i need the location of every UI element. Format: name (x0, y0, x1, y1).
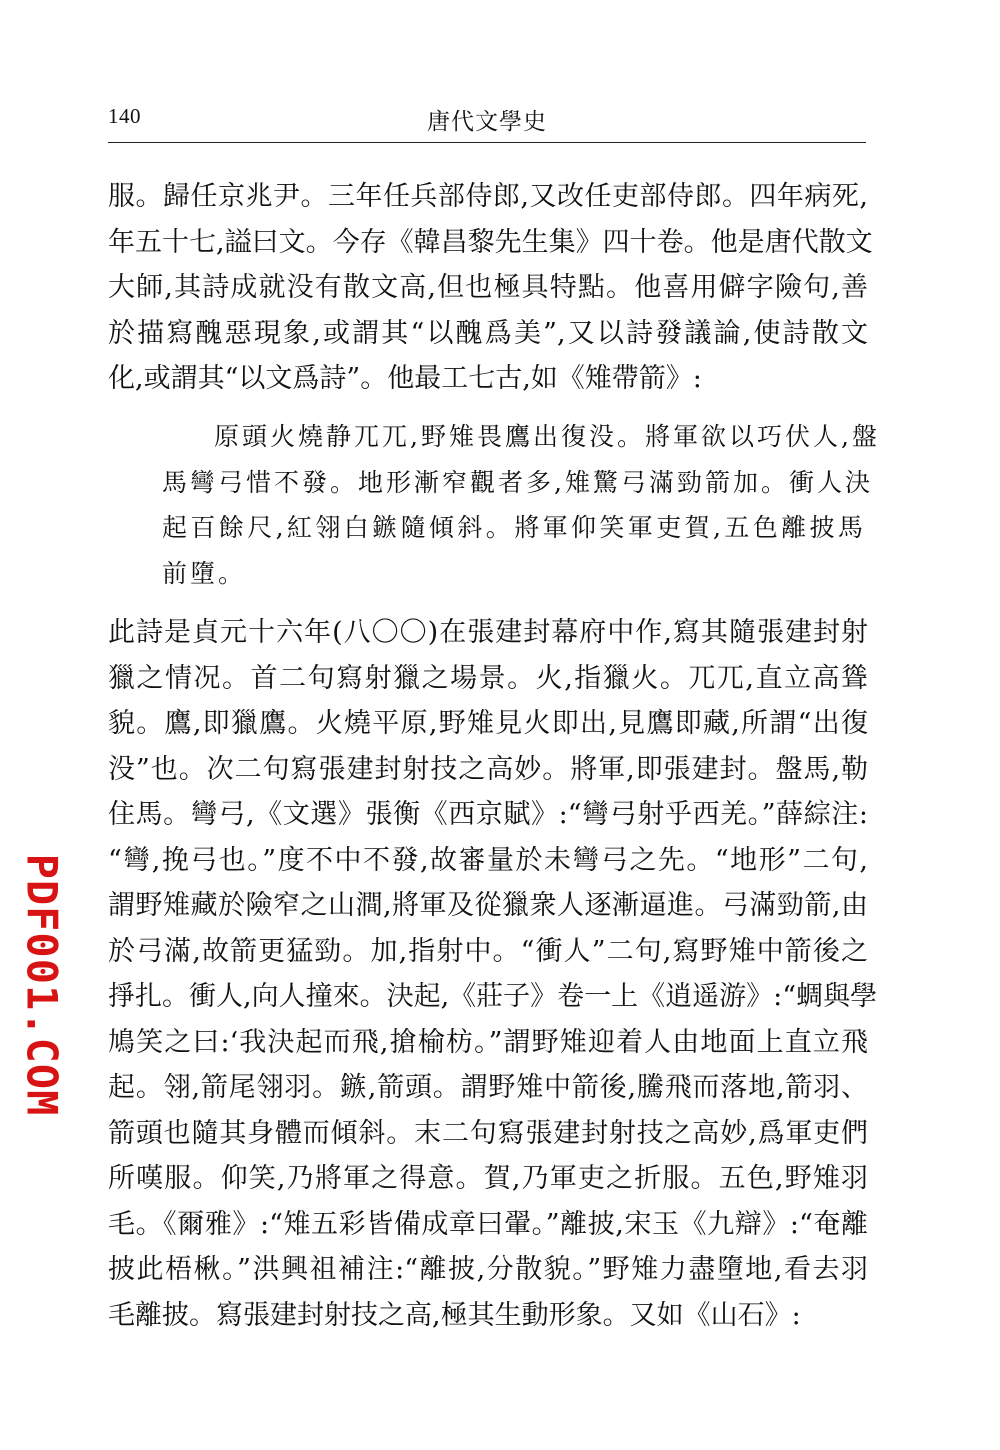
quote-line: 原頭火燒静兀兀,野雉畏鷹出復没。將軍欲以巧伏人,盤 (214, 422, 880, 451)
text-line: 所嘆服。仰笑,乃將軍之得意。賀,乃軍吏之折服。五色,野雉羽 (108, 1163, 868, 1194)
text-line: 披此梧楸。”洪興祖補注:“離披,分散貌。”野雉力盡墮地,看去羽 (108, 1254, 868, 1285)
quote-line: 前墮。 (162, 558, 247, 588)
text-line: 於弓滿,故箭更猛勁。加,指射中。“衝人”二句,寫野雉中箭後之 (108, 935, 868, 967)
page-number: 140 (108, 104, 141, 128)
text-line: 貌。鷹,即獵鷹。火燒平原,野雉見火即出,見鷹即藏,所謂“出復 (108, 708, 868, 739)
text-line: 服。歸任京兆尹。三年任兵部侍郎,又改任吏部侍郎。四年病死, (108, 181, 868, 212)
body-paragraph-1 (108, 174, 873, 402)
text-line: 起。翎,箭尾翎羽。鏃,箭頭。謂野雉中箭後,騰飛而落地,箭羽、 (108, 1072, 868, 1103)
watermark-text: PDF001.COM (17, 853, 67, 1117)
text-line: 毛離披。寫張建封射技之高,極其生動形象。又如《山石》: (108, 1299, 801, 1331)
text-line: “彎,挽弓也。”度不中不發,故審量於未彎弓之先。“地形”二句, (108, 844, 868, 876)
text-line: 大師,其詩成就没有散文高,但也極具特點。他喜用僻字險句,善 (108, 272, 868, 303)
watermark (17, 853, 67, 1117)
text-line: 住馬。彎弓,《文選》張衡《西京賦》:“彎弓射乎西羌。”薛綜注: (108, 799, 868, 830)
text-line: 鳩笑之曰:‘我決起而飛,搶榆枋。”謂野雉迎着人由地面上直立飛 (108, 1026, 868, 1058)
text-line: 化,或謂其“以文爲詩”。他最工七古,如《雉帶箭》: (108, 363, 702, 394)
text-line: 没”也。次二句寫張建封射技之高妙。將軍,即張建封。盤馬,勒 (108, 753, 868, 785)
poem-quotation (162, 414, 880, 596)
quote-line: 馬彎弓惜不發。地形漸窄觀者多,雉驚弓滿勁箭加。衝人決 (162, 467, 873, 497)
text-line: 於描寫醜惡現象,或謂其“以醜爲美”,又以詩發議論,使詩散文 (108, 317, 868, 349)
text-line: 毛。《爾雅》:“雉五彩皆備成章曰翬。”離披,宋玉《九辯》:“奄離 (108, 1208, 868, 1240)
text-line: 謂野雉藏於險窄之山澗,將軍及從獵衆人逐漸逼進。弓滿勁箭,由 (108, 890, 868, 921)
header-rule (108, 142, 866, 143)
text-line: 掙扎。衝人,向人撞來。決起,《莊子》卷一上《逍遥游》:“蜩與學 (108, 981, 878, 1012)
text-line: 箭頭也隨其身體而傾斜。末二句寫張建封射技之高妙,爲軍吏們 (108, 1117, 868, 1149)
text-line: 年五十七,謚曰文。今存《韓昌黎先生集》四十卷。他是唐代散文 (108, 226, 873, 258)
text-line: 獵之情况。首二句寫射獵之場景。火,指獵火。兀兀,直立高聳 (108, 662, 868, 694)
text-line: 此詩是貞元十六年(八〇〇)在張建封幕府中作,寫其隨張建封射 (108, 617, 868, 648)
body-paragraph-2 (108, 610, 878, 1338)
running-head: 唐代文學史 (427, 109, 547, 135)
page-header (108, 104, 866, 140)
quote-line: 起百餘尺,紅翎白鏃隨傾斜。將軍仰笑軍吏賀,五色離披馬 (162, 513, 866, 542)
